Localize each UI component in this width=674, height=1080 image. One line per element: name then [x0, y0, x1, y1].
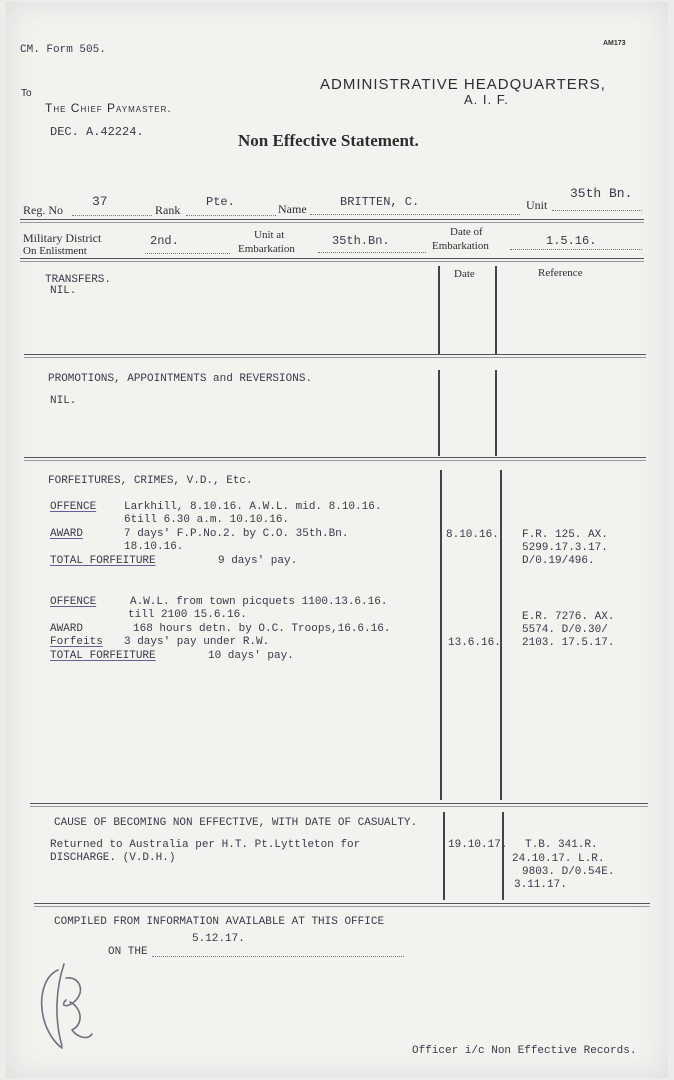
reg-value: 37	[92, 194, 108, 209]
entry1-ref-line2: 5299.17.3.17.	[522, 542, 608, 554]
cause-line1: Returned to Australia per H.T. Pt.Lyttleton for	[50, 839, 361, 851]
rank-label: Rank	[155, 203, 181, 217]
ue-value: 35th.Bn.	[332, 234, 390, 248]
entry1-date: 8.10.16.	[446, 529, 499, 541]
entry2-offence-line1: A.W.L. from town picquets 1100.13.6.16.	[130, 596, 388, 608]
cause-ref-line3: 9803. D/0.54E.	[522, 866, 615, 878]
compiled-statement: COMPILED FROM INFORMATION AVAILABLE AT THIS OFFICE	[54, 916, 385, 928]
to-label: To	[21, 88, 32, 99]
de-label-1: Date of	[450, 226, 483, 238]
name-label: Name	[278, 202, 307, 216]
addressee: The Chief Paymaster.	[45, 101, 172, 115]
date-column-header: Date	[454, 268, 475, 280]
promotions-value: NIL.	[50, 395, 77, 407]
cause-line2: DISCHARGE. (V.D.H.)	[50, 852, 176, 864]
form-number: CM. Form 505.	[20, 44, 106, 56]
cause-ref-line4: 3.11.17.	[514, 879, 567, 891]
unit-label: Unit	[526, 198, 548, 212]
entry2-total-label: TOTAL FORFEITURE	[50, 650, 156, 662]
entry2-offence-label: OFFENCE	[50, 596, 97, 608]
reference-column-header: Reference	[538, 267, 583, 279]
on-the-label: ON THE	[108, 946, 148, 958]
entry2-offence-line2: till 2100 15.6.16.	[128, 609, 247, 621]
compiled-date: 5.12.17.	[192, 933, 245, 945]
ue-label-2: Embarkation	[238, 243, 295, 255]
entry2-ref-line1: E.R. 7276. AX.	[522, 611, 615, 623]
transfers-heading: TRANSFERS.	[45, 274, 112, 286]
md-value: 2nd.	[150, 234, 179, 248]
entry1-offence-label: OFFENCE	[50, 501, 97, 513]
hq-line-1: ADMINISTRATIVE HEADQUARTERS,	[320, 76, 606, 93]
entry1-total-label: TOTAL FORFEITURE	[50, 555, 156, 567]
entry2-award-label: AWARD	[50, 623, 84, 635]
entry2-award-value: 168 hours detn. by O.C. Troops,16.6.16.	[133, 623, 391, 635]
md-label-1: Military District	[23, 231, 102, 245]
entry2-total-value: 10 days' pay.	[208, 650, 294, 662]
md-label-2: On Enlistment	[23, 245, 87, 257]
page-title: Non Effective Statement.	[238, 131, 419, 150]
de-label-2: Embarkation	[432, 240, 489, 252]
cause-ref-line2: 24.10.17. L.R.	[512, 853, 605, 865]
entry1-offence-line1: Larkhill, 8.10.16. A.W.L. mid. 8.10.16.	[124, 501, 382, 513]
dec-reference: DEC. A.42224.	[50, 125, 144, 139]
entry2-date: 13.6.16.	[448, 637, 501, 649]
name-value: BRITTEN, C.	[340, 195, 420, 209]
unit-value: 35th Bn.	[570, 186, 633, 201]
entry2-ref-line3: 2103. 17.5.17.	[522, 637, 615, 649]
entry1-offence-line2: 6till 6.30 a.m. 10.10.16.	[124, 514, 290, 526]
cause-date: 19.10.17.	[448, 839, 508, 851]
rank-value: Pte.	[206, 195, 235, 209]
promotions-heading: PROMOTIONS, APPOINTMENTS and REVERSIONS.	[48, 373, 313, 385]
reg-label: Reg. No	[23, 203, 63, 217]
forfeitures-heading: FORFEITURES, CRIMES, V.D., Etc.	[48, 475, 253, 487]
entry1-total-value: 9 days' pay.	[218, 555, 298, 567]
ue-label-1: Unit at	[254, 229, 285, 241]
hq-line-2: A. I. F.	[464, 92, 509, 107]
entry2-forfeits-value: 3 days' pay under R.W.	[124, 636, 270, 648]
entry2-ref-line2: 5574. D/0.30/	[522, 624, 608, 636]
entry1-award-line2: 18.10.16.	[124, 541, 184, 553]
entry1-ref-line3: D/0.19/496.	[522, 555, 595, 567]
entry1-ref-line1: F.R. 125. AX.	[522, 529, 608, 541]
de-value: 1.5.16.	[546, 234, 597, 248]
entry1-award-label: AWARD	[50, 528, 84, 540]
transfers-value: NIL.	[50, 285, 77, 297]
cause-ref-line1: T.B. 341.R.	[525, 839, 598, 851]
entry2-forfeits-label: Forfeits	[50, 636, 103, 648]
entry1-award-line1: 7 days' F.P.No.2. by C.O. 35th.Bn.	[124, 528, 349, 540]
document-code: AM173	[603, 40, 626, 47]
officer-signature-line: Officer i/c Non Effective Records.	[412, 1045, 637, 1057]
cause-heading: CAUSE OF BECOMING NON EFFECTIVE, WITH DATE OF CASUALTY.	[54, 817, 418, 829]
signature	[36, 958, 96, 1054]
